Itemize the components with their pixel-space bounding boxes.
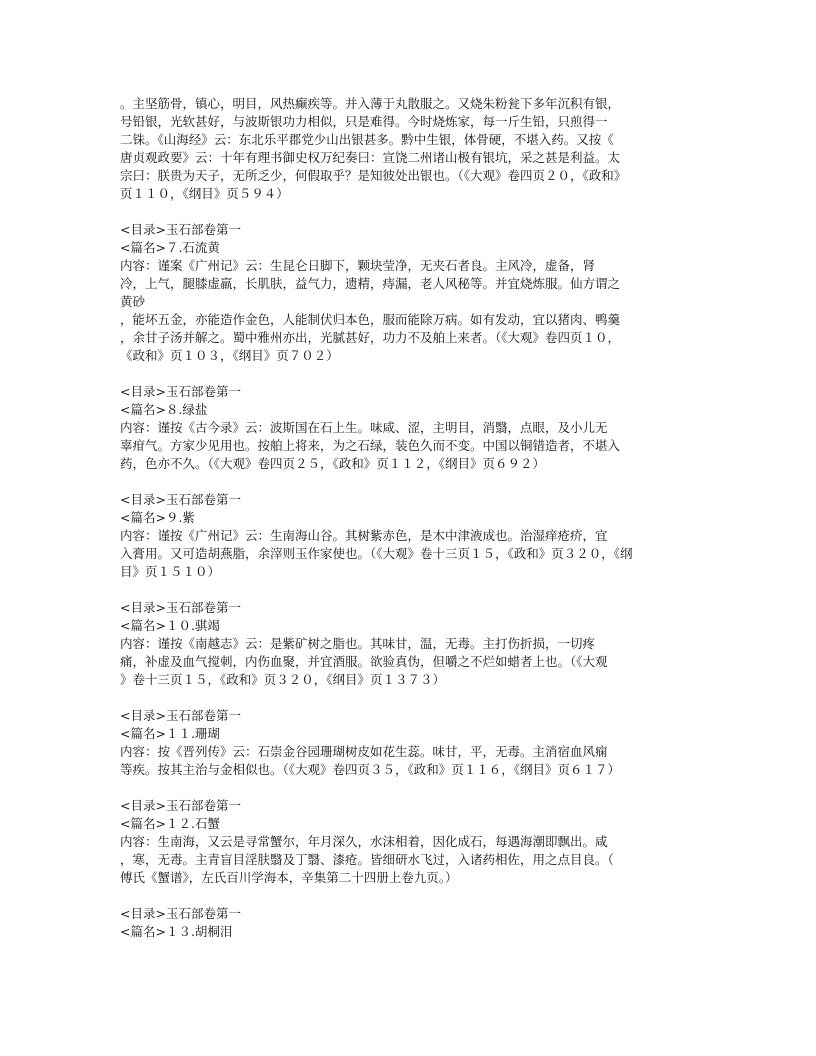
text-line: 黄砂 (120, 294, 146, 309)
text-line: <目录>玉石部卷第一 (120, 222, 241, 237)
text-line: 内容：谨按《广州记》云：生南海山谷。其树紫赤色，是木中津液成也。治湿痒疮疥，宜 (120, 528, 608, 543)
text-line: 目》页１５１０） (120, 564, 221, 579)
text-section (120, 599, 700, 689)
text-line: 痛，补虚及血气搅刺，内伤血聚，并宜酒服。欲验真伪，但嚼之不烂如蜡者上也。（《大观 (120, 654, 608, 669)
text-line: <篇名>１３.胡桐泪 (120, 924, 233, 939)
text-line: 等疾。按其主治与金相似也。（《大观》卷四页３５，《政和》页１１６，《纲目》页６１７） (120, 762, 621, 777)
text-line: 内容：谨案《广州记》云：生昆仑日脚下，颗块莹净，无夹石者良。主风冷，虚备，肾 (120, 258, 596, 273)
text-line: <目录>玉石部卷第一 (120, 708, 241, 723)
text-line: <目录>玉石部卷第一 (120, 906, 241, 921)
text-section (120, 95, 700, 203)
text-line: <篇名>８.绿盐 (120, 402, 208, 417)
text-line: ，能坏五金，亦能造作金色，人能制伏归本色，服而能除万病。如有发动，宜以猪肉、鸭羹 (120, 312, 621, 327)
text-line: 。主坚筋骨，镇心，明目，风热癫疾等。并入薄于丸散服之。又烧朱粉瓮下多年沉积有银， (120, 96, 621, 111)
document-page (120, 95, 700, 941)
text-line: ，寒，无毒。主青盲目淫肤翳及丁翳、漆疮。皆细研水飞过，入诸药相佐，用之点目良。（ (120, 852, 614, 867)
text-line: 》卷十三页１５，《政和》页３２０，《纲目》页１３７３） (120, 672, 446, 687)
paragraph-gap (120, 581, 700, 599)
text-section (120, 491, 700, 581)
text-line: 二铢。《山海经》云：东北乐平郡党少山出银甚多。黔中生银，体骨硬，不堪入药。又按《 (120, 132, 614, 147)
text-line: <篇名>１１.珊瑚 (120, 726, 220, 741)
paragraph-gap (120, 779, 700, 797)
text-line: <篇名>１２.石蟹 (120, 816, 220, 831)
text-line: 内容：生南海，又云是寻常蟹尔，年月深久，水沫相着，因化成石，每遇海潮即飘出。咸 (120, 834, 608, 849)
text-line: <篇名>９.紫 (120, 510, 195, 525)
text-section (120, 905, 700, 941)
text-line: <目录>玉石部卷第一 (120, 384, 241, 399)
paragraph-gap (120, 689, 700, 707)
text-line: 号铅银，光软甚好，与波斯银功力相似，只是难得。今时烧炼家，每一斤生铅，只煎得一 (120, 114, 608, 129)
text-section (120, 707, 700, 779)
text-line: <目录>玉石部卷第一 (120, 492, 241, 507)
text-line: <篇名>７.石流黄 (120, 240, 220, 255)
text-line: 入膏用。又可造胡燕脂，余滓则玉作家使也。（《大观》卷十三页１５，《政和》页３２０，《纲 (120, 546, 633, 561)
paragraph-gap (120, 887, 700, 905)
text-section (120, 797, 700, 887)
text-line: ，余甘子汤并解之。蜀中雅州亦出，光腻甚好，功力不及舶上来者。（《大观》卷四页１０， (120, 330, 621, 345)
text-line: <目录>玉石部卷第一 (120, 600, 241, 615)
text-line: <目录>玉石部卷第一 (120, 798, 241, 813)
text-line: 药，色亦不久。（《大观》卷四页２５，《政和》页１１２，《纲目》页６９２） (120, 456, 546, 471)
text-section (120, 383, 700, 473)
text-line: 《政和》页１０３，《纲目》页７０２） (120, 348, 339, 363)
text-line: 内容：谨按《南越志》云：是紫矿树之脂也。其味甘，温，无毒。主打伤折损，一切疼 (120, 636, 596, 651)
text-line: 傅氏《蟹谱》，左氏百川学海本，辛集第二十四册上卷九页。） (120, 870, 458, 885)
paragraph-gap (120, 473, 700, 491)
text-line: 内容：按《晋列传》云：石崇金谷园珊瑚树皮如花生蕊。味甘，平，无毒。主消宿血风痫 (120, 744, 608, 759)
text-line: 辜疳气。方家少见用也。按舶上将来，为之石绿，装色久而不变。中国以铜错造者，不堪入 (120, 438, 621, 453)
text-line: <篇名>１０.骐竭 (120, 618, 220, 633)
text-line: 唐贞观政要》云：十年有理书御史权万纪奏曰：宣饶二州诸山极有银坑，采之甚是利益。太 (120, 150, 621, 165)
paragraph-gap (120, 365, 700, 383)
text-section (120, 221, 700, 365)
text-line: 冷，上气，腿膝虚羸，长肌肤，益气力，遗精，痔漏，老人风秘等。并宜烧炼服。仙方谓之 (120, 276, 621, 291)
text-line: 内容：谨按《古今录》云：波斯国在石上生。味咸、涩，主明目，消翳，点眼，及小儿无 (120, 420, 608, 435)
text-line: 宗曰：朕贵为天子，无所乏少，何假取乎？是知彼处出银也。（《大观》卷四页２０，《政和》 (120, 168, 627, 183)
paragraph-gap (120, 203, 700, 221)
text-line: 页１１０，《纲目》页５９４） (120, 186, 289, 201)
